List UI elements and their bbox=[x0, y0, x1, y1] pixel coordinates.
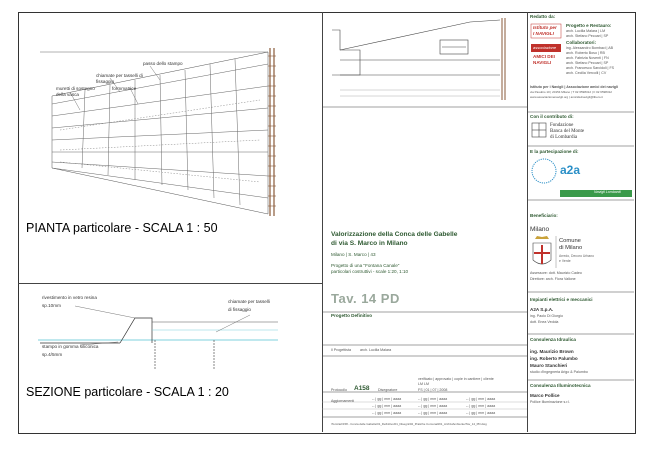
hydraulic-heading: Consulenza Idraulica bbox=[530, 337, 576, 342]
project-detail: particolari costruttivi - scale 1:20, 1:10 bbox=[331, 269, 409, 274]
logo-associazione-line1: associazione bbox=[533, 45, 557, 50]
comune-line3: Arredo, Decoro Urbano bbox=[559, 254, 595, 258]
plan-title: PIANTA particolare - SCALA 1 : 50 bbox=[26, 221, 218, 235]
electrical-name-1: ing. Paolo Di Giorgio bbox=[530, 314, 563, 318]
protocol-label: Protocollo bbox=[331, 388, 347, 392]
section-label-fixings-1: chiamate per tasselli bbox=[228, 299, 270, 304]
project-address: Milano | S. Marco | 43 bbox=[331, 252, 376, 257]
design-name-1: arch. Lucilla Malara | LM bbox=[566, 29, 606, 33]
collab-name-3: arch. Fabrizia Noventi | FN bbox=[566, 56, 609, 60]
section-label-fixings-2: di fissaggio bbox=[228, 307, 251, 312]
design-heading: Progetto e Restauro: bbox=[566, 23, 612, 28]
comune-line1: Comune bbox=[559, 238, 581, 244]
lighting-name: Marco Pollice bbox=[530, 393, 560, 398]
sheet-number: Tav. 14 PD bbox=[331, 291, 400, 306]
updates-label: Aggiornamenti bbox=[331, 399, 355, 403]
titleblock-drawing bbox=[332, 20, 500, 96]
plan-label-formwork: formmatrice bbox=[112, 86, 137, 91]
electrical-heading: Impianti elettrici e meccanici bbox=[530, 297, 593, 302]
logo-associazione-line2: AMICI DEI bbox=[533, 54, 555, 59]
verification-label: verificato | approvato | copie in cantiere | cliente bbox=[418, 377, 494, 381]
design-name-2: arch. Stefano Pecoari | SP bbox=[566, 34, 609, 38]
verification-initials: LM LM bbox=[418, 382, 429, 386]
institute-web: www.associazionenavigli.org | amicidelnavigli@libero.it bbox=[530, 95, 603, 99]
updates-row-9: -- | gg | mm | aaaa bbox=[466, 411, 496, 415]
participation-heading: E la partecipazione di: bbox=[530, 149, 579, 154]
a2a-logo-mark bbox=[532, 159, 556, 183]
collab-name-6: arch. Cecilia Vercolli | CV bbox=[566, 71, 607, 75]
collab-name-4: arch. Stefano Pecoari | SP bbox=[566, 61, 609, 65]
project-title-line1: Valorizzazione della Conca delle Gabelle bbox=[331, 231, 458, 238]
updates-row-2: -- | gg | mm | aaaa bbox=[372, 404, 402, 408]
updates-row-4: -- | gg | mm | aaaa bbox=[418, 397, 448, 401]
milano-crest bbox=[533, 236, 556, 268]
section-label-glass-resin: rivestimento in vetro resina bbox=[42, 295, 97, 300]
navigli-lombardi-text: Navigli Lombardi bbox=[594, 190, 621, 194]
plan-rail bbox=[270, 48, 274, 216]
bank-line1: Fondazione bbox=[550, 123, 574, 128]
updates-row-6: -- | gg | mm | aaaa bbox=[418, 411, 448, 415]
collab-name-2: arch. Roberto Boso | RB bbox=[566, 51, 605, 55]
section-title: SEZIONE particolare - SCALA 1 : 20 bbox=[26, 385, 229, 399]
lighting-heading: Consulenza Illuminotecnica bbox=[530, 383, 591, 388]
logo-istituto-line1: Istituto per bbox=[533, 25, 557, 30]
drafted-by-heading: Redatto da: bbox=[530, 14, 556, 19]
updates-row-1: -- | gg | mm | aaaa bbox=[372, 397, 402, 401]
designer-name: arch. Lucilla Malara bbox=[360, 348, 392, 352]
hydraulic-name-3: Mauro Stanchieri bbox=[530, 363, 568, 368]
collab-name-5: arch. Francesco Sarcidoli | FS bbox=[566, 66, 615, 70]
project-phase: Progetto Definitivo bbox=[331, 313, 373, 318]
designer-label: Il Progettista bbox=[331, 348, 351, 352]
bank-line3: di Lombardia bbox=[550, 135, 578, 140]
institute-address: via Pasubio 10 | 20154 Milano | T 02 6598312 | F 02 6598312 bbox=[530, 90, 612, 94]
logo-associazione-line3: NAVIGLI bbox=[533, 60, 552, 65]
updates-row-3: -- | gg | mm | aaaa bbox=[372, 411, 402, 415]
updates-row-8: -- | gg | mm | aaaa bbox=[466, 404, 496, 408]
plan-label-retaining-walls: muretti di sostegno della vasca bbox=[56, 86, 95, 97]
hydraulic-name-2: ing. Roberto Palumbo bbox=[530, 356, 578, 361]
logo-istituto-line2: I NAVIGLI bbox=[533, 31, 554, 36]
assessor: Assessore: dott. Maurizio Cadeo bbox=[530, 271, 582, 275]
date-values: FS | 01 | 07 | 2008 bbox=[418, 388, 448, 392]
contribution-heading: Con il contributo di: bbox=[530, 114, 574, 119]
hydraulic-studio: studio d'ingegneria Arigo & Palumbo bbox=[530, 370, 588, 374]
director: Direttore: arch. Flora Vallone bbox=[530, 277, 576, 281]
milano-label: Milano bbox=[530, 226, 550, 233]
a2a-logo-text: a2a bbox=[560, 163, 581, 177]
section-label-rubber-thickness: sp.4/5mm bbox=[42, 352, 63, 357]
updates-row-7: -- | gg | mm | aaaa bbox=[466, 397, 496, 401]
electrical-name-2: dott. Enea Vedola bbox=[530, 320, 559, 324]
protocol-value: A158 bbox=[354, 385, 370, 392]
institute-text: Istituto per i Navigli | Associazione amici dei navigli bbox=[530, 85, 618, 89]
project-title-line2: di via S. Marco in Milano bbox=[331, 240, 408, 247]
comune-line4: e Verde bbox=[559, 259, 571, 263]
plan-label-fixings: chiamate per tasselli di fissaggio bbox=[96, 73, 143, 84]
beneficiary-heading: Beneficiario: bbox=[530, 213, 558, 218]
plan-label-stamp-path: passo dello stampo bbox=[143, 61, 183, 66]
plan-drawing bbox=[40, 52, 268, 214]
lighting-company: Pollice Illuminazione s.r.l. bbox=[530, 400, 571, 404]
comune-line2: di Milano bbox=[559, 245, 583, 251]
section-label-glass-resin-thickness: sp.10mm bbox=[42, 303, 61, 308]
section-label-rubber-stamp: stampo in gomma siliconica bbox=[42, 344, 99, 349]
updates-row-5: -- | gg | mm | aaaa bbox=[418, 404, 448, 408]
hydraulic-name-1: ing. Maurizio Brown bbox=[530, 349, 574, 354]
bank-line2: Banca del Monte bbox=[550, 129, 585, 134]
collab-name-1: ing. Alessandro Bombaci | AB bbox=[566, 46, 614, 50]
drafter-label: Disegnatore bbox=[378, 388, 398, 392]
electrical-company: A2A S.p.A. bbox=[530, 307, 554, 312]
file-path: /Temi/art/158 - Conca delle Gabelle/01_Definitivo/01_Disegni/02_Pratiche Comunali/01_ArchiviAmbiente/Tav_14_PD.dwg bbox=[331, 422, 487, 426]
project-subtitle: Progetto di una "Fontana Canale" bbox=[331, 263, 400, 268]
bank-logo-mark bbox=[532, 123, 546, 137]
collab-heading: Collaboratori: bbox=[566, 40, 597, 45]
